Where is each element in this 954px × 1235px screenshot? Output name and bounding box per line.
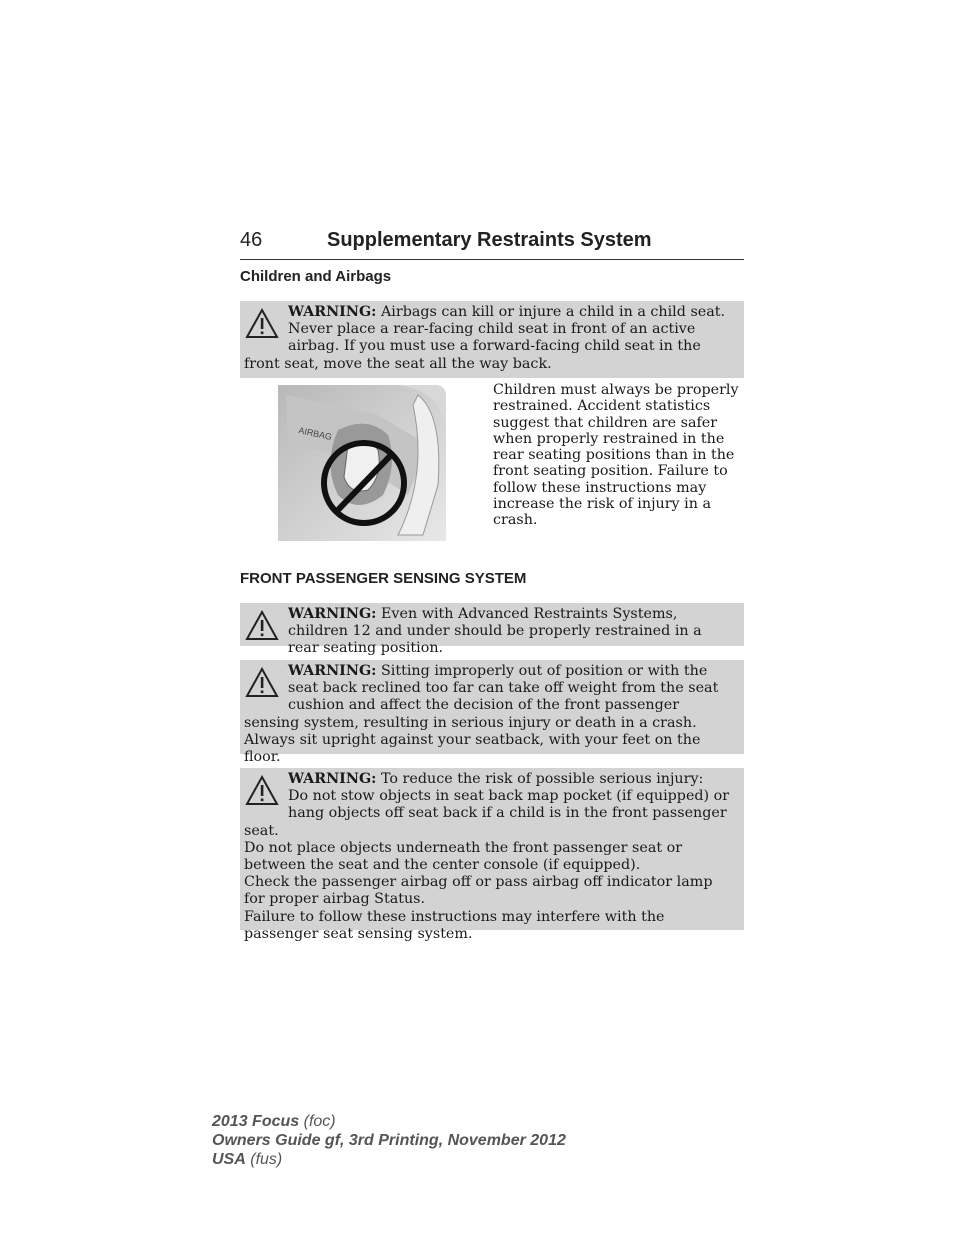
warning-text: Sitting improperly out of position or with the seat back reclined too far can take off weight from the seat cushion and affect the decision of the front passenger sensing system, resulting in serious injury or death in a crash. xyxy=(244,663,719,731)
warning-extra-line: Always sit upright against your seatback, with your feet on the floor. xyxy=(244,731,701,766)
page-number: 46 xyxy=(240,229,263,251)
warning-extra-line: Do not stow objects in seat back map pocket (if equipped) or hang objects off seat back if a child is in the front passenger seat. xyxy=(244,788,730,839)
warning-label: WARNING: xyxy=(288,606,377,622)
footer-region-code: (fus) xyxy=(250,1151,283,1168)
children-restraint-paragraph: Children must always be properly restrained. Accident statistics suggest that children are safer when properly restrained in the rear seating positions than in the front seating position. Failure to follow these instructions may increase the risk of injury in a crash. xyxy=(493,382,739,529)
warning-triangle-icon xyxy=(245,609,279,643)
warning-text: Airbags can kill or injure a child in a child seat. Never place a rear-facing child seat in front of an active airbag. If you must use a forward-facing child seat in the front seat, move the seat all the way back. xyxy=(244,304,726,372)
page-header xyxy=(240,229,744,260)
footer-model-code: (foc) xyxy=(303,1113,336,1130)
warning-label: WARNING: xyxy=(288,663,377,679)
child-seat-airbag-illustration xyxy=(278,385,446,541)
warning-extra-line: Do not place objects underneath the front passenger seat or between the seat and the center console (if equipped). xyxy=(244,839,683,874)
warning-extra-line: Failure to follow these instructions may interfere with the passenger seat sensing system. xyxy=(244,908,665,942)
warning-box-serious-injury xyxy=(240,768,744,942)
warning-box-children-12 xyxy=(240,603,744,657)
warning-triangle-icon xyxy=(245,666,279,700)
chapter-title: Supplementary Restraints System xyxy=(327,229,652,251)
warning-box-children-airbags xyxy=(240,301,744,378)
warning-label: WARNING: xyxy=(288,304,377,320)
page-footer xyxy=(212,1112,566,1169)
warning-label: WARNING: xyxy=(288,771,377,787)
warning-triangle-icon xyxy=(245,774,279,808)
section-heading-front-passenger-sensing: FRONT PASSENGER SENSING SYSTEM xyxy=(240,570,527,587)
warning-text: To reduce the risk of possible serious injury: xyxy=(380,771,704,787)
warning-text: Even with Advanced Restraints Systems, children 12 and under should be properly restrained in a rear seating position. xyxy=(288,606,702,657)
warning-box-seating-position xyxy=(240,660,744,766)
footer-model: 2013 Focus xyxy=(212,1113,300,1130)
footer-guide: Owners Guide gf, 3rd Printing, November 2012 xyxy=(212,1132,566,1149)
warning-triangle-icon xyxy=(245,307,279,341)
warning-extra-line: Check the passenger airbag off or pass airbag off indicator lamp for proper airbag Status. xyxy=(244,874,713,908)
section-heading-children-airbags: Children and Airbags xyxy=(240,268,392,285)
footer-region: USA xyxy=(212,1151,246,1168)
airbag-label: AIRBAG xyxy=(297,425,333,443)
